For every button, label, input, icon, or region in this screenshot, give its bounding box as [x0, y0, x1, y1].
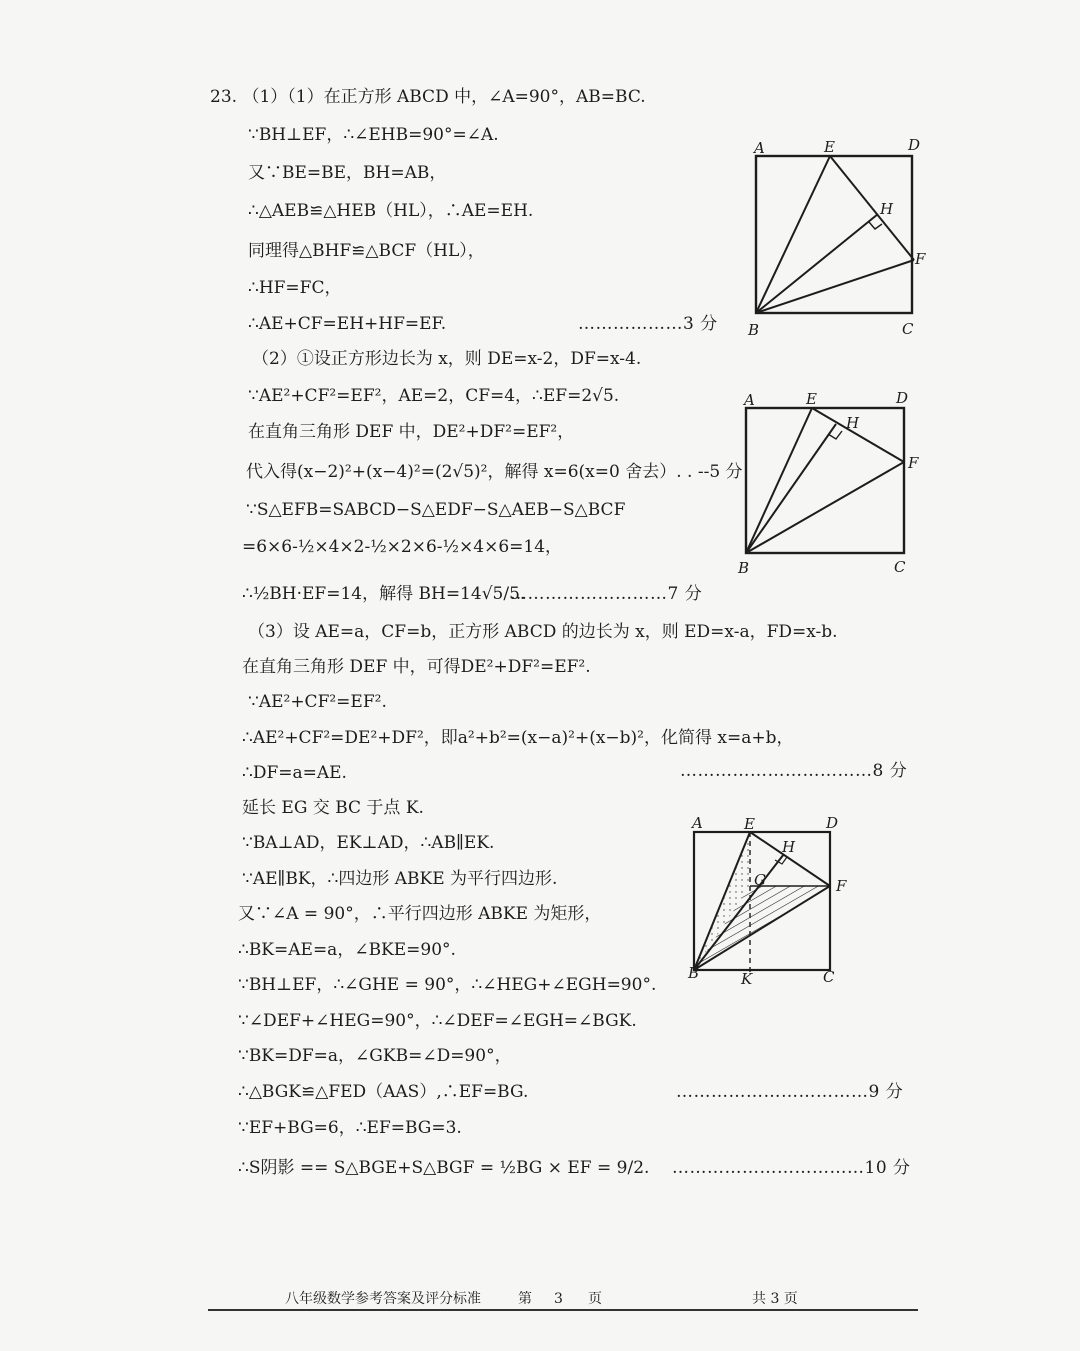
- solution-line-17: ∵AE²+CF²=EF².: [248, 692, 387, 712]
- solution-line-25: ∵BH⊥EF，∴∠GHE = 90°，∴∠HEG+∠EGH=90°.: [238, 975, 657, 995]
- score-marker-10: ……………………………10 分: [672, 1158, 911, 1178]
- solution-line-11: 代入得(x−2)²+(x−4)²=(2√5)²，解得 x=6(x=0 舍去）. . --5 分: [246, 462, 743, 482]
- fig1-label: D: [908, 136, 921, 154]
- fig1-label: F: [915, 250, 926, 268]
- fig3-label: C: [823, 968, 835, 986]
- fig2-label: H: [846, 414, 860, 432]
- fig3-label: D: [826, 814, 839, 832]
- solution-line-7: ∴AE+CF=EH+HF=EF.: [248, 314, 447, 334]
- solution-line-12: ∵S△EFB=SABCD−S△EDF−S△AEB−S△BCF: [246, 500, 626, 520]
- fig2-label: F: [908, 454, 919, 472]
- solution-line-27: ∵BK=DF=a，∠GKB=∠D=90°，: [238, 1046, 512, 1066]
- fig1-label: C: [902, 320, 914, 338]
- solution-line-23: 又∵∠A = 90°，∴平行四边形 ABKE 为矩形，: [238, 904, 602, 924]
- fig3-label: E: [744, 815, 755, 833]
- fig3-label: H: [782, 838, 796, 856]
- fig1-label: A: [754, 139, 765, 157]
- solution-line-30: ∴S阴影 == S△BGE+S△BGF = ½BG × EF = 9/2.: [238, 1158, 650, 1178]
- fig3-label: K: [741, 970, 753, 988]
- fig1-label: H: [880, 200, 894, 218]
- fig2-label: E: [806, 390, 817, 408]
- fig2-label: B: [738, 559, 750, 577]
- solution-line-19: ∴DF=a=AE.: [242, 763, 347, 783]
- score-marker-9: ……………………………9 分: [676, 1082, 904, 1102]
- solution-line-6: ∴HF=FC，: [248, 278, 342, 298]
- fig3-label: A: [692, 814, 703, 832]
- fig1-label: E: [824, 138, 835, 156]
- solution-line-21: ∵BA⊥AD，EK⊥AD，∴AB∥EK.: [242, 833, 495, 853]
- fig2-label: D: [896, 389, 909, 407]
- solution-line-2: ∵BH⊥EF，∴∠EHB=90°=∠A.: [248, 125, 499, 145]
- solution-line-9: ∵AE²+CF²=EF²，AE=2，CF=4，∴EF=2√5.: [248, 386, 620, 406]
- solution-line-28: ∴△BGK≌△FED（AAS）,∴EF=BG.: [238, 1082, 529, 1102]
- footer-page-suffix: 页: [588, 1291, 602, 1307]
- score-marker-7: ………………………7 分: [510, 584, 703, 604]
- score-marker-3: ………………3 分: [578, 314, 718, 334]
- footer-total-pages: 共 3 页: [752, 1291, 798, 1307]
- solution-line-20: 延长 EG 交 BC 于点 K.: [242, 798, 424, 818]
- solution-line-26: ∵∠DEF+∠HEG=90°，∴∠DEF=∠EGH=∠BGK.: [238, 1011, 637, 1031]
- solution-line-4: ∴△AEB≌△HEB（HL），∴AE=EH.: [248, 201, 534, 221]
- solution-line-13: =6×6-½×4×2-½×2×6-½×4×6=14，: [242, 537, 563, 557]
- fig3-label: G: [754, 871, 766, 889]
- solution-line-8: （2）①设正方形边长为 x，则 DE=x-2，DF=x-4.: [252, 349, 642, 369]
- solution-line-3: 又∵BE=BE，BH=AB，: [248, 163, 447, 183]
- solution-line-10: 在直角三角形 DEF 中，DE²+DF²=EF²，: [248, 422, 575, 442]
- solution-line-29: ∵EF+BG=6，∴EF=BG=3.: [238, 1118, 462, 1138]
- solution-line-5: 同理得△BHF≌△BCF（HL），: [248, 241, 485, 261]
- solution-line-15: （3）设 AE=a，CF=b，正方形 ABCD 的边长为 x，则 ED=x-a，FD=x-b.: [248, 622, 838, 642]
- solution-line-18: ∴AE²+CF²=DE²+DF²，即a²+b²=(x−a)²+(x−b)²，化简得 x=a+b，: [242, 728, 794, 748]
- score-marker-8: ……………………………8 分: [680, 761, 908, 781]
- solution-line-1: 23. （1）（1）在正方形 ABCD 中，∠A=90°，AB=BC.: [210, 87, 646, 107]
- fig2-label: A: [744, 391, 755, 409]
- solution-line-16: 在直角三角形 DEF 中，可得DE²+DF²=EF².: [242, 657, 591, 677]
- figure-3: [680, 812, 860, 996]
- footer-page-number: 3: [554, 1291, 563, 1307]
- figure-1: [738, 136, 938, 350]
- footer-page-prefix: 第: [518, 1291, 532, 1307]
- solution-line-14: ∴½BH·EF=14，解得 BH=14√5/5.: [242, 584, 526, 604]
- fig1-label: B: [748, 321, 760, 339]
- figure-2: [732, 388, 932, 587]
- solution-line-24: ∴BK=AE=a，∠BKE=90°.: [238, 940, 456, 960]
- fig3-label: B: [688, 964, 700, 982]
- solution-line-22: ∵AE∥BK，∴四边形 ABKE 为平行四边形.: [242, 869, 558, 889]
- fig3-label: F: [836, 877, 847, 895]
- fig2-label: C: [894, 558, 906, 576]
- footer-subject: 八年级数学参考答案及评分标准: [285, 1291, 481, 1307]
- footer-divider: [208, 1309, 918, 1311]
